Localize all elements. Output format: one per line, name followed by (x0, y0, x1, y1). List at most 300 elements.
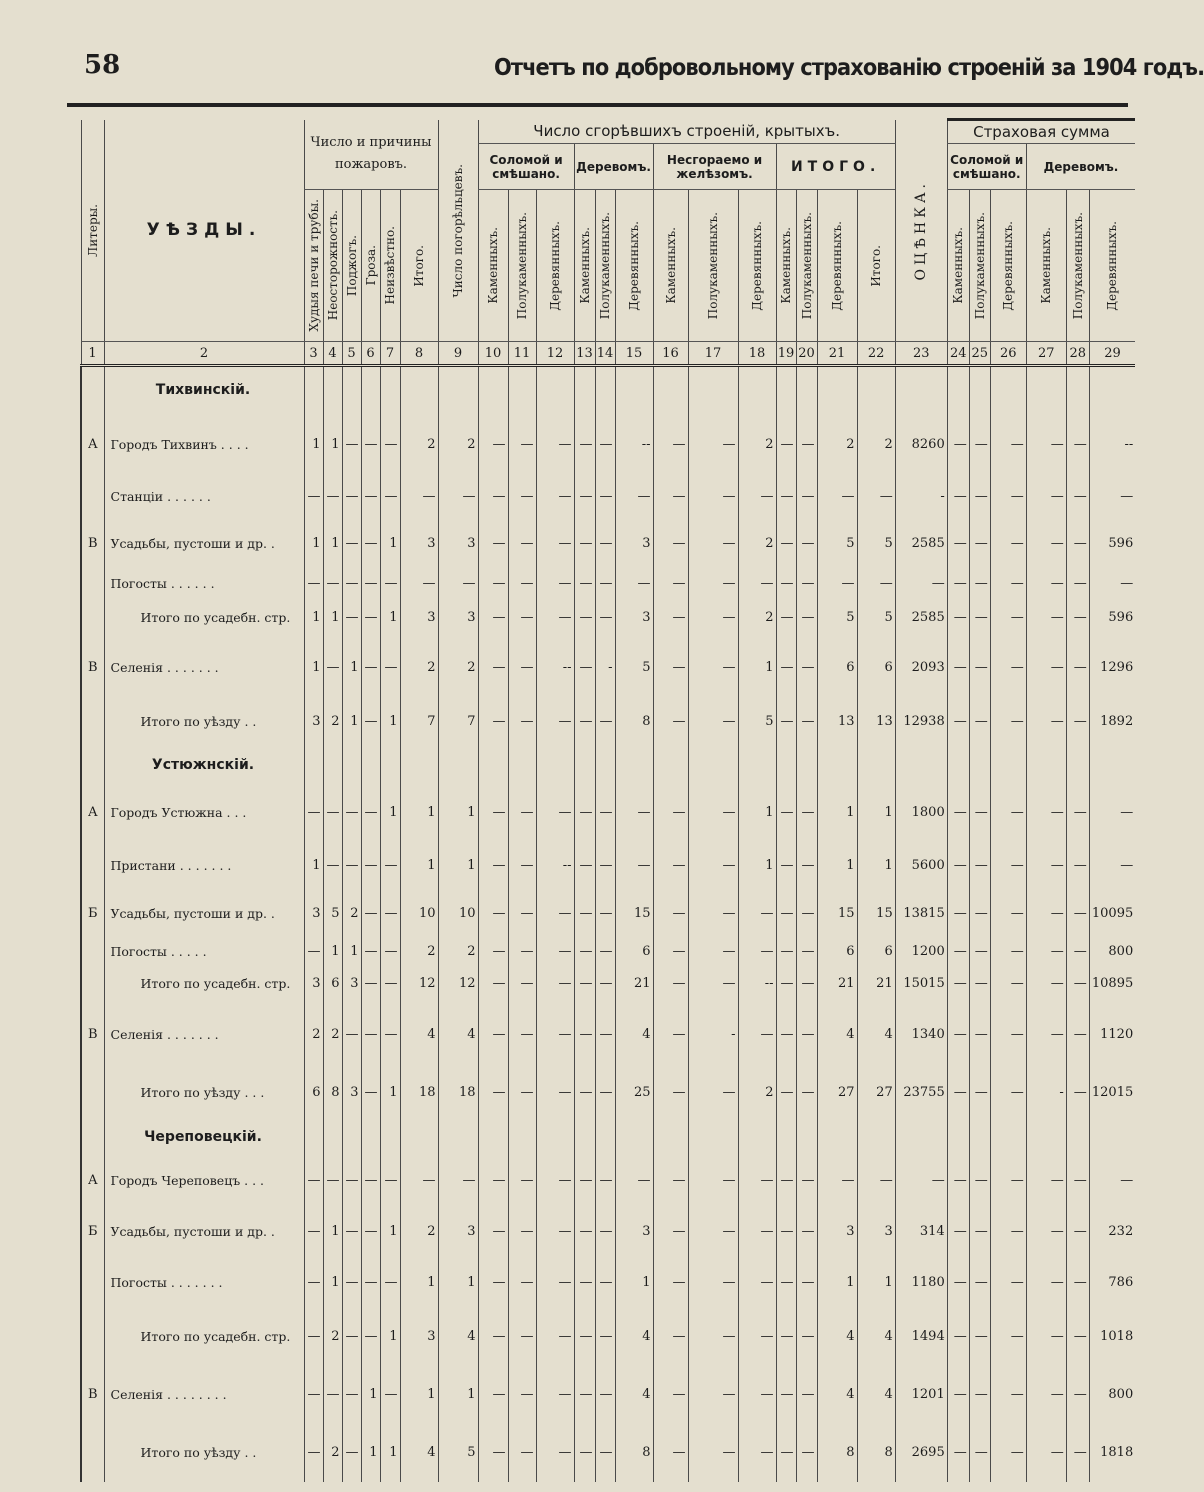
value-cell: — (688, 414, 738, 476)
value-cell: 2 (323, 698, 342, 746)
value-cell: — (1066, 1308, 1089, 1366)
value-cell: — (574, 518, 595, 570)
column-number: 22 (857, 342, 895, 366)
value-cell: 21 (857, 966, 895, 1002)
empty-cell (595, 1118, 615, 1156)
value-cell: — (361, 598, 380, 638)
value-cell: — (796, 1258, 817, 1308)
value-cell: — (536, 1002, 574, 1068)
value-cell: — (361, 1308, 380, 1366)
value-cell: — (990, 842, 1026, 890)
empty-cell (323, 366, 342, 414)
value-cell: 1 (342, 698, 361, 746)
value-cell: — (536, 570, 574, 598)
value-cell: 23755 (895, 1068, 947, 1118)
value-cell: — (478, 570, 508, 598)
value-cell: 4 (400, 1424, 438, 1482)
value-cell: — (438, 570, 478, 598)
value-cell: — (380, 414, 400, 476)
value-cell: — (342, 784, 361, 842)
value-cell: — (478, 476, 508, 518)
header-c5: Поджогъ. (342, 190, 361, 342)
value-cell: — (361, 638, 380, 698)
value-cell: — (361, 784, 380, 842)
value-cell: 1 (323, 414, 342, 476)
value-cell: — (1026, 1156, 1066, 1206)
empty-cell (438, 1118, 478, 1156)
value-cell: — (574, 966, 595, 1002)
value-cell: 1 (323, 518, 342, 570)
value-cell: — (615, 1156, 653, 1206)
value-cell: — (508, 966, 536, 1002)
header-nonburn: Несгораемо и желѣзомъ. (653, 144, 776, 190)
value-cell: — (595, 570, 615, 598)
value-cell: 1 (817, 784, 857, 842)
column-number: 15 (615, 342, 653, 366)
value-cell: — (688, 476, 738, 518)
value-cell: — (304, 476, 323, 518)
value-cell: 1 (380, 698, 400, 746)
value-cell: 3 (400, 1308, 438, 1366)
value-cell: — (1066, 1068, 1089, 1118)
value-cell: 2585 (895, 598, 947, 638)
value-cell: — (969, 638, 990, 698)
empty-cell (380, 746, 400, 784)
value-cell: 2585 (895, 518, 947, 570)
value-cell: — (1026, 842, 1066, 890)
value-cell: 8 (817, 1424, 857, 1482)
value-cell: — (323, 1366, 342, 1424)
value-cell: 1 (400, 1258, 438, 1308)
value-cell: — (304, 1206, 323, 1258)
empty-cell (478, 366, 508, 414)
value-cell: — (574, 938, 595, 966)
value-cell: — (595, 518, 615, 570)
value-cell: — (536, 1068, 574, 1118)
value-cell: — (508, 1258, 536, 1308)
value-cell: — (478, 1156, 508, 1206)
value-cell: 3 (615, 1206, 653, 1258)
value-cell: 4 (817, 1002, 857, 1068)
value-cell: — (478, 842, 508, 890)
value-cell: 1340 (895, 1002, 947, 1068)
value-cell: — (1026, 518, 1066, 570)
value-cell: — (947, 1206, 969, 1258)
value-cell: — (688, 784, 738, 842)
value-cell: 4 (615, 1308, 653, 1366)
value-cell: — (1026, 938, 1066, 966)
header-c15: Деревянныхъ. (615, 190, 653, 342)
value-cell: — (508, 518, 536, 570)
empty-cell (478, 1118, 508, 1156)
value-cell: — (738, 1258, 776, 1308)
value-cell: — (342, 1156, 361, 1206)
value-cell: — (947, 842, 969, 890)
value-cell: — (323, 1156, 342, 1206)
value-cell: — (595, 784, 615, 842)
empty-cell (1066, 1118, 1089, 1156)
value-cell: — (653, 938, 688, 966)
value-cell: — (895, 1156, 947, 1206)
value-cell: — (342, 414, 361, 476)
value-cell: — (380, 1156, 400, 1206)
row-label: Городъ Устюжна . . . (104, 784, 304, 842)
header-burned-group: Число сгорѣвшихъ строеній, крытыхъ. (478, 120, 895, 144)
value-cell: — (1026, 784, 1066, 842)
value-cell: 1 (380, 518, 400, 570)
value-cell: — (361, 570, 380, 598)
litera-cell (81, 1258, 104, 1308)
value-cell: — (990, 1156, 1026, 1206)
value-cell: — (969, 1366, 990, 1424)
value-cell: — (969, 1156, 990, 1206)
empty-cell (380, 366, 400, 414)
empty-cell (776, 746, 796, 784)
value-cell: 6 (857, 938, 895, 966)
value-cell: — (653, 842, 688, 890)
value-cell: — (342, 570, 361, 598)
value-cell: 1 (342, 638, 361, 698)
value-cell: — (947, 1002, 969, 1068)
value-cell: 1 (738, 638, 776, 698)
value-cell: — (796, 1424, 817, 1482)
empty-cell (595, 746, 615, 784)
column-number: 6 (361, 342, 380, 366)
value-cell: 13815 (895, 890, 947, 938)
empty-cell (400, 366, 438, 414)
value-cell: — (595, 966, 615, 1002)
value-cell: — (574, 414, 595, 476)
value-cell: 1 (817, 1258, 857, 1308)
header-c13: Каменныхъ. (574, 190, 595, 342)
value-cell: 1 (380, 1068, 400, 1118)
value-cell: — (738, 1424, 776, 1482)
value-cell: — (969, 938, 990, 966)
header-fires-group: Число и причины пожаровъ. (304, 120, 438, 190)
empty-cell (574, 1118, 595, 1156)
empty-cell (1026, 746, 1066, 784)
value-cell: — (653, 1156, 688, 1206)
value-cell: — (857, 570, 895, 598)
value-cell: 1200 (895, 938, 947, 966)
empty-cell (857, 366, 895, 414)
litera-cell (81, 1424, 104, 1482)
section-heading: Череповецкій. (104, 1118, 304, 1156)
row-label: Усадьбы, пустоши и др. . (104, 890, 304, 938)
section-heading-row (81, 366, 1135, 414)
empty-cell (990, 1118, 1026, 1156)
row-label: Итого по уѣзду . . (104, 698, 304, 746)
value-cell: — (595, 698, 615, 746)
value-cell: — (1066, 1002, 1089, 1068)
table-row (81, 938, 1135, 966)
value-cell: — (990, 1366, 1026, 1424)
value-cell: 1 (323, 1206, 342, 1258)
header-straw2: Соломой и смѣшано. (947, 144, 1026, 190)
value-cell: — (595, 1002, 615, 1068)
value-cell: — (688, 1068, 738, 1118)
value-cell: — (478, 1308, 508, 1366)
value-cell: — (969, 966, 990, 1002)
value-cell: 5 (857, 518, 895, 570)
value-cell: — (947, 966, 969, 1002)
header-c17: Полукаменныхъ. (688, 190, 738, 342)
value-cell: — (1066, 966, 1089, 1002)
value-cell: 12 (400, 966, 438, 1002)
section-heading-row (81, 1118, 1135, 1156)
value-cell: — (1066, 476, 1089, 518)
table-row (81, 638, 1135, 698)
value-cell: — (323, 784, 342, 842)
value-cell: — (478, 698, 508, 746)
value-cell: 596 (1089, 518, 1135, 570)
value-cell: 1 (400, 842, 438, 890)
value-cell: 6 (323, 966, 342, 1002)
value-cell: — (478, 1424, 508, 1482)
table-row (81, 1308, 1135, 1366)
value-cell: — (990, 476, 1026, 518)
value-cell: — (478, 1206, 508, 1258)
empty-cell (990, 366, 1026, 414)
empty-cell (947, 366, 969, 414)
header-uezdy: УѢЗДЫ. (104, 120, 304, 342)
section-heading: Устюжнскій. (104, 746, 304, 784)
value-cell: — (478, 1258, 508, 1308)
value-cell: — (796, 842, 817, 890)
value-cell: 2 (738, 598, 776, 638)
value-cell: 4 (817, 1366, 857, 1424)
value-cell: — (1026, 1002, 1066, 1068)
value-cell: — (400, 476, 438, 518)
value-cell: — (574, 598, 595, 638)
value-cell: — (574, 1366, 595, 1424)
value-cell: 2 (857, 414, 895, 476)
value-cell: — (947, 938, 969, 966)
header-ocenka: ОЦѢНКА. (895, 120, 947, 342)
value-cell: — (1066, 598, 1089, 638)
value-cell: — (508, 570, 536, 598)
table-row (81, 1258, 1135, 1308)
value-cell: 1 (738, 784, 776, 842)
value-cell: — (947, 1366, 969, 1424)
empty-cell (438, 366, 478, 414)
empty-cell (615, 366, 653, 414)
litera-cell (81, 1308, 104, 1366)
empty-cell (536, 746, 574, 784)
value-cell: — (1026, 598, 1066, 638)
value-cell: — (478, 1002, 508, 1068)
row-label: Усадьбы, пустоши и др. . (104, 1206, 304, 1258)
column-number: 14 (595, 342, 615, 366)
value-cell: 15 (857, 890, 895, 938)
value-cell: — (1066, 518, 1089, 570)
empty-cell (969, 746, 990, 784)
empty-cell (895, 366, 947, 414)
table-row (81, 414, 1135, 476)
litera-cell (81, 476, 104, 518)
value-cell: -- (738, 966, 776, 1002)
header-c18: Деревянныхъ. (738, 190, 776, 342)
value-cell: — (796, 890, 817, 938)
value-cell: — (304, 1156, 323, 1206)
value-cell: — (508, 1366, 536, 1424)
value-cell: — (574, 1002, 595, 1068)
value-cell: 18 (400, 1068, 438, 1118)
value-cell: — (990, 414, 1026, 476)
table-row (81, 966, 1135, 1002)
column-number: 19 (776, 342, 796, 366)
value-cell: 1 (380, 784, 400, 842)
empty-cell (304, 366, 323, 414)
value-cell: — (688, 1258, 738, 1308)
value-cell: — (688, 1424, 738, 1482)
value-cell: — (304, 784, 323, 842)
value-cell: — (574, 476, 595, 518)
value-cell: — (342, 1424, 361, 1482)
value-cell: 2695 (895, 1424, 947, 1482)
value-cell: — (738, 1156, 776, 1206)
row-label: Итого по усадебн. стр. (104, 598, 304, 638)
row-label: Станціи . . . . . . (104, 476, 304, 518)
value-cell: -- (536, 842, 574, 890)
value-cell: — (688, 890, 738, 938)
value-cell: 1 (615, 1258, 653, 1308)
value-cell: — (536, 414, 574, 476)
value-cell: 13 (817, 698, 857, 746)
value-cell: — (508, 476, 536, 518)
empty-cell (304, 746, 323, 784)
value-cell: — (508, 1156, 536, 1206)
value-cell: — (536, 598, 574, 638)
value-cell: 4 (615, 1002, 653, 1068)
value-cell: — (796, 476, 817, 518)
empty-cell (323, 1118, 342, 1156)
value-cell: — (776, 1258, 796, 1308)
value-cell: — (796, 1206, 817, 1258)
value-cell: — (574, 890, 595, 938)
value-cell: 800 (1089, 1366, 1135, 1424)
header-c8: Итого. (400, 190, 438, 342)
value-cell: — (990, 1206, 1026, 1258)
value-cell: 1296 (1089, 638, 1135, 698)
value-cell: — (776, 518, 796, 570)
value-cell: — (947, 784, 969, 842)
value-cell: — (1066, 938, 1089, 966)
empty-cell (536, 366, 574, 414)
row-label: Пристани . . . . . . . (104, 842, 304, 890)
empty-cell (380, 1118, 400, 1156)
header-c19: Каменныхъ. (776, 190, 796, 342)
row-label: Усадьбы, пустоши и др. . (104, 518, 304, 570)
empty-cell (400, 1118, 438, 1156)
value-cell: — (342, 842, 361, 890)
value-cell: 6 (857, 638, 895, 698)
value-cell: — (1066, 414, 1089, 476)
value-cell: — (1089, 570, 1135, 598)
value-cell: — (380, 638, 400, 698)
header-c3: Худыя печи и трубы. (304, 190, 323, 342)
table-row (81, 784, 1135, 842)
value-cell: — (653, 570, 688, 598)
value-cell: — (380, 476, 400, 518)
value-cell: — (990, 598, 1026, 638)
empty-cell (1089, 746, 1135, 784)
value-cell: — (361, 698, 380, 746)
value-cell: 1 (323, 1258, 342, 1308)
value-cell: 12938 (895, 698, 947, 746)
value-cell: 8 (615, 1424, 653, 1482)
value-cell: — (969, 842, 990, 890)
value-cell: — (990, 1002, 1026, 1068)
value-cell: 2 (738, 518, 776, 570)
value-cell: — (817, 570, 857, 598)
value-cell: — (947, 518, 969, 570)
value-cell: — (304, 1366, 323, 1424)
value-cell: — (947, 890, 969, 938)
header-c4: Неосторожность. (323, 190, 342, 342)
value-cell: — (536, 966, 574, 1002)
value-cell: — (304, 938, 323, 966)
value-cell: — (653, 1002, 688, 1068)
empty-cell (1066, 366, 1089, 414)
empty-cell (574, 366, 595, 414)
row-label: Итого по усадебн. стр. (104, 966, 304, 1002)
value-cell: 1 (400, 1366, 438, 1424)
value-cell: — (947, 414, 969, 476)
value-cell: 3 (438, 518, 478, 570)
empty-cell (1066, 746, 1089, 784)
value-cell: — (478, 1366, 508, 1424)
value-cell: — (776, 638, 796, 698)
table-row (81, 1206, 1135, 1258)
value-cell: - (688, 1002, 738, 1068)
table-row (81, 518, 1135, 570)
value-cell: — (574, 1206, 595, 1258)
value-cell: — (323, 476, 342, 518)
row-label: Селенія . . . . . . . . (104, 1366, 304, 1424)
value-cell: — (990, 1258, 1026, 1308)
value-cell: — (574, 1308, 595, 1366)
litera-cell (81, 570, 104, 598)
litera-cell: В (81, 1366, 104, 1424)
value-cell: — (595, 890, 615, 938)
header-c20: Полукаменныхъ. (796, 190, 817, 342)
value-cell: — (595, 1206, 615, 1258)
value-cell: 3 (304, 966, 323, 1002)
empty-cell (1089, 366, 1135, 414)
value-cell: — (536, 890, 574, 938)
value-cell: — (969, 476, 990, 518)
value-cell: 3 (438, 598, 478, 638)
value-cell: — (380, 890, 400, 938)
empty-cell (342, 1118, 361, 1156)
table-row (81, 1424, 1135, 1482)
value-cell: — (776, 1068, 796, 1118)
empty-cell (969, 1118, 990, 1156)
value-cell: 3 (817, 1206, 857, 1258)
value-cell: 4 (857, 1308, 895, 1366)
value-cell: — (1089, 476, 1135, 518)
value-cell: — (776, 598, 796, 638)
value-cell: — (1089, 784, 1135, 842)
litera-cell: В (81, 638, 104, 698)
value-cell: 314 (895, 1206, 947, 1258)
empty-cell (776, 1118, 796, 1156)
value-cell: 1180 (895, 1258, 947, 1308)
value-cell: — (323, 638, 342, 698)
value-cell: — (361, 1258, 380, 1308)
value-cell: — (615, 784, 653, 842)
